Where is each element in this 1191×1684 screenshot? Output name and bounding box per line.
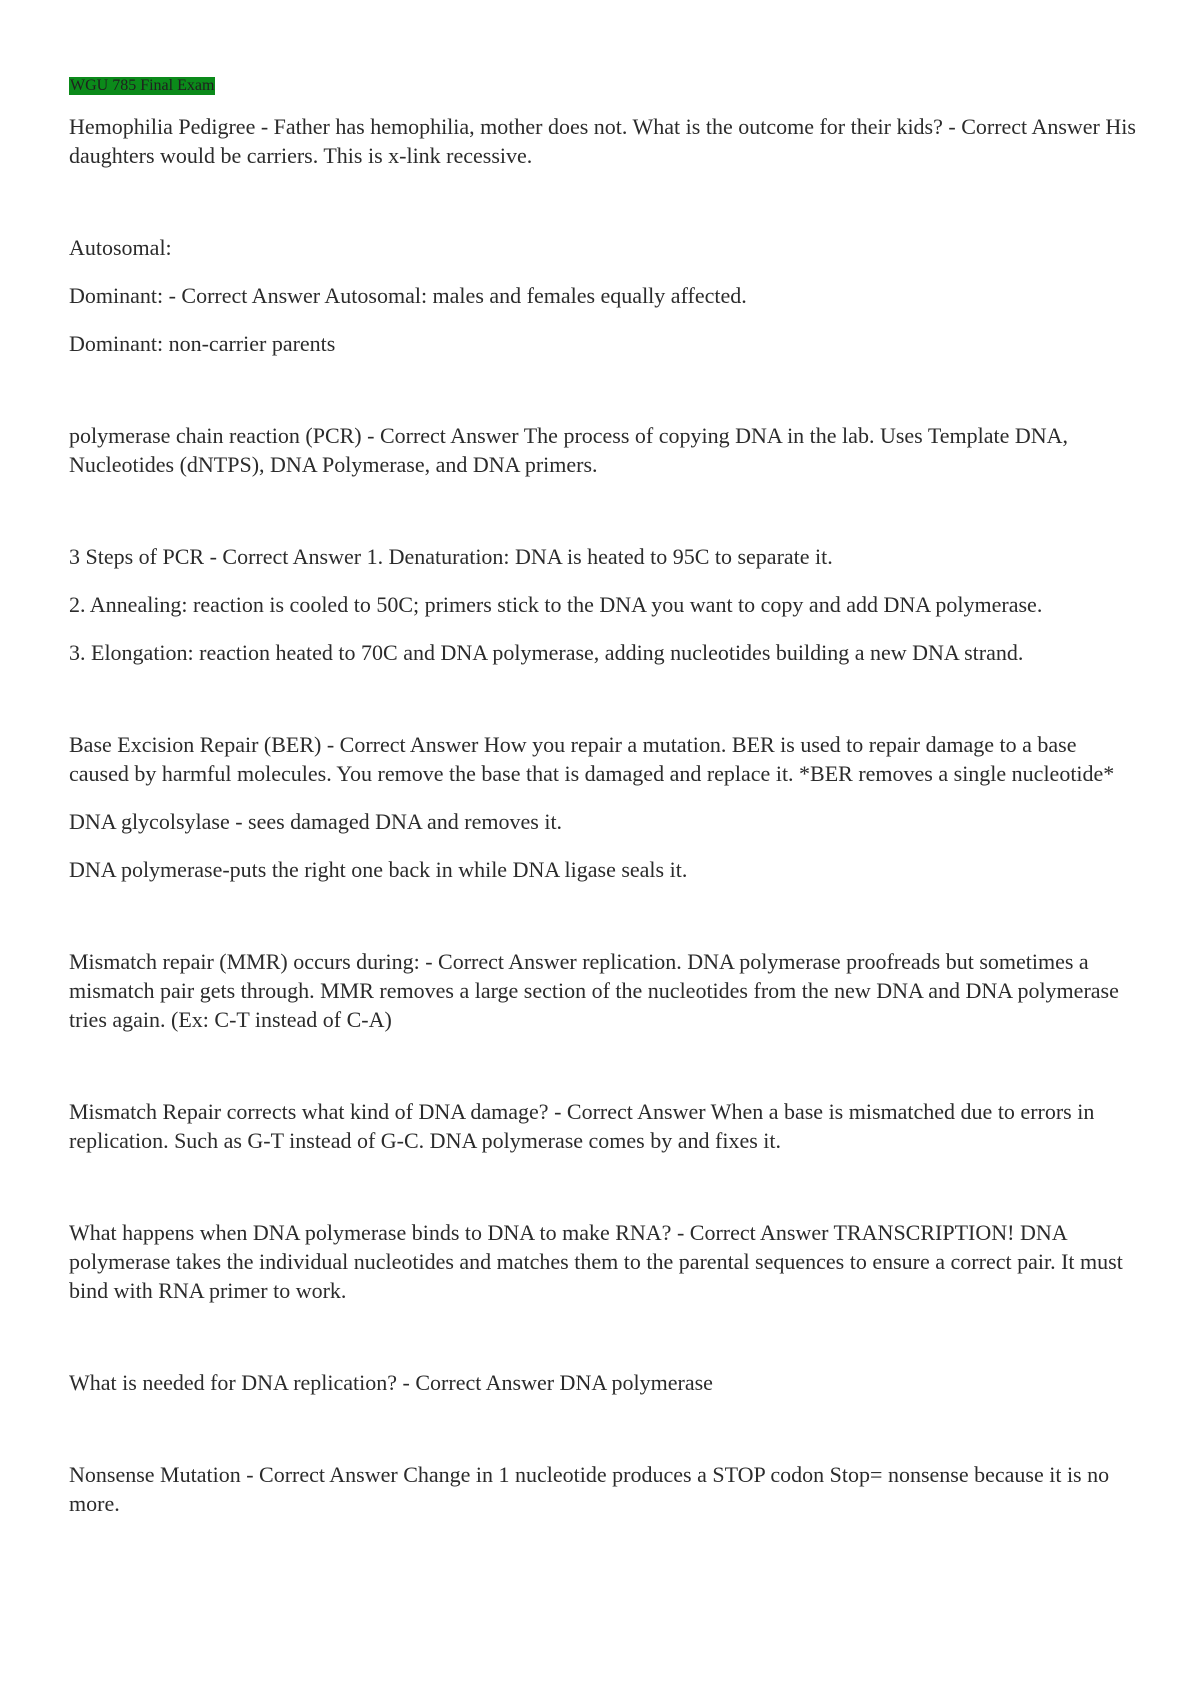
flashcard-entry — [69, 1218, 1139, 1305]
entry-detail-line: DNA glycolsylase - sees damaged DNA and removes it. — [69, 809, 563, 834]
flashcard-entry — [69, 1368, 1139, 1397]
flashcard-entry — [69, 233, 1139, 358]
entry-detail-line: 2. Annealing: reaction is cooled to 50C; primers stick to the DNA you want to copy and add DNA polymerase. — [69, 592, 1043, 617]
flashcard-entry — [69, 421, 1139, 479]
entry-spacer — [69, 903, 1139, 947]
flashcard-entry — [69, 1097, 1139, 1155]
entry-question-answer: Autosomal: — [69, 235, 172, 260]
entry-question-answer: What is needed for DNA replication? - Correct Answer DNA polymerase — [69, 1370, 713, 1395]
flashcard-entries — [69, 112, 1139, 1518]
flashcard-entry — [69, 730, 1139, 884]
entry-question-answer: Hemophilia Pedigree - Father has hemophilia, mother does not. What is the outcome for their kids? - Correct Answer His daughters would be carriers. This is x-link recessive. — [69, 114, 1136, 168]
entry-detail-line: Dominant: - Correct Answer Autosomal: males and females equally affected. — [69, 283, 747, 308]
entry-question-answer: Base Excision Repair (BER) - Correct Answer How you repair a mutation. BER is used to repair damage to a base caused by harmful molecules. You remove the base that is damaged and replace it. *BER removes a single nucleotide* — [69, 732, 1115, 786]
entry-detail-line: DNA polymerase-puts the right one back in while DNA ligase seals it. — [69, 857, 688, 882]
entry-spacer — [69, 1324, 1139, 1368]
entry-spacer — [69, 189, 1139, 233]
entry-question-answer: Mismatch Repair corrects what kind of DNA damage? - Correct Answer When a base is mismatched due to errors in replication. Such as G-T instead of G-C. DNA polymerase comes by and fixes it. — [69, 1099, 1095, 1153]
entry-spacer — [69, 1416, 1139, 1460]
document-content — [69, 68, 1139, 1537]
entry-question-answer: Nonsense Mutation - Correct Answer Change in 1 nucleotide produces a STOP codon Stop= nonsense because it is no more. — [69, 1462, 1110, 1516]
entry-question-answer: 3 Steps of PCR - Correct Answer 1. Denaturation: DNA is heated to 95C to separate it. — [69, 544, 833, 569]
entry-spacer — [69, 498, 1139, 542]
flashcard-entry — [69, 542, 1139, 667]
entry-question-answer: Mismatch repair (MMR) occurs during: - Correct Answer replication. DNA polymerase proofreads but sometimes a mismatch pair gets through. MMR removes a large section of the nucleotides from the new DNA and DNA polymerase tries again. (Ex: C-T instead of C-A) — [69, 949, 1119, 1032]
exam-title-highlight: WGU 785 Final Exam — [70, 77, 215, 94]
entry-spacer — [69, 686, 1139, 730]
flashcard-entry — [69, 112, 1139, 170]
entry-spacer — [69, 1053, 1139, 1097]
entry-question-answer: What happens when DNA polymerase binds to DNA to make RNA? - Correct Answer TRANSCRIPTION! DNA polymerase takes the individual nucleotides and matches them to the parental sequences to ensure a correct pair. It must bind with RNA primer to work. — [69, 1220, 1123, 1303]
entry-spacer — [69, 377, 1139, 421]
entry-question-answer: polymerase chain reaction (PCR) - Correct Answer The process of copying DNA in the lab. Uses Template DNA, Nucleotides (dNTPS), DNA Polymerase, and DNA primers. — [69, 423, 1069, 477]
entry-spacer — [69, 1174, 1139, 1218]
flashcard-entry — [69, 947, 1139, 1034]
flashcard-entry — [69, 1460, 1139, 1518]
entry-detail-line: Dominant: non-carrier parents — [69, 331, 336, 356]
entry-detail-line: 3. Elongation: reaction heated to 70C and DNA polymerase, adding nucleotides building a new DNA strand. — [69, 640, 1024, 665]
